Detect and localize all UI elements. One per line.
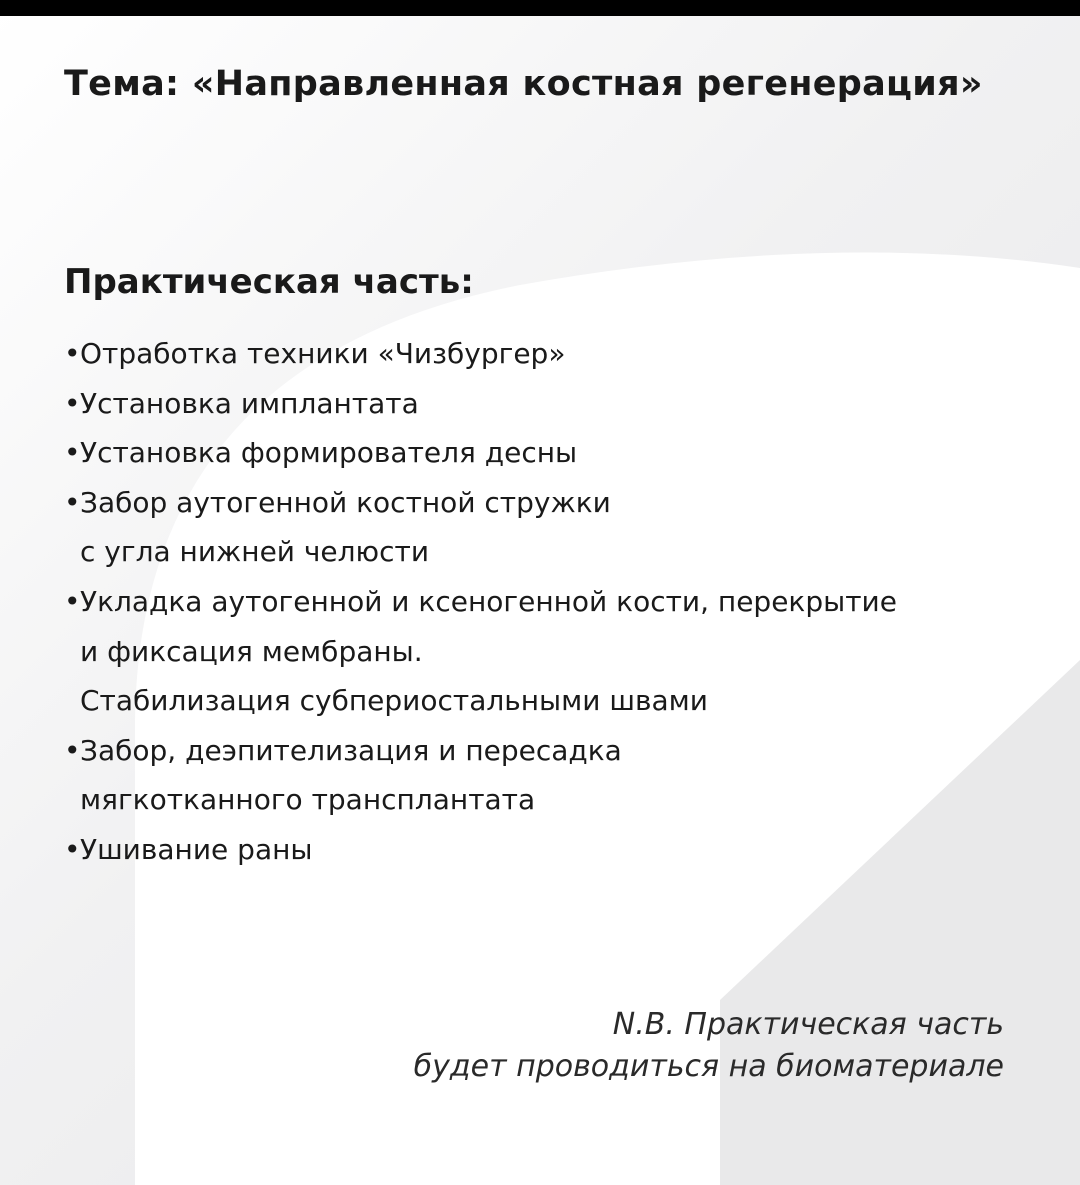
bullet-icon: • [64, 584, 81, 618]
list-item-text-continued: Стабилизация субпериостальными швами [80, 684, 708, 718]
bullet-icon: • [64, 386, 81, 420]
list-item-text: Установка имплантата [80, 386, 419, 420]
list-item-text-continued: мягкотканного трансплантата [80, 783, 536, 817]
list-item [64, 478, 1024, 577]
list-item [64, 329, 1024, 379]
page-title: Тема: «Направленная костная регенерация» [64, 64, 983, 104]
nb-note [204, 1004, 1004, 1088]
bullet-icon: • [64, 832, 81, 866]
practical-section-heading: Практическая часть: [64, 262, 474, 302]
list-item [64, 577, 1024, 726]
nb-note-line: N.B. Практическая часть [612, 1007, 1004, 1042]
bullet-icon: • [64, 485, 81, 519]
list-item-text-continued: и фиксация мембраны. [80, 634, 423, 668]
list-item-text: Забор аутогенной костной стружки [80, 485, 611, 519]
practical-task-list [64, 329, 1024, 875]
bullet-icon: • [64, 436, 81, 470]
bullet-icon: • [64, 733, 81, 767]
list-item [64, 428, 1024, 478]
list-item [64, 825, 1024, 875]
list-item [64, 726, 1024, 825]
list-item-text-continued: с угла нижней челюсти [80, 535, 430, 569]
list-item-text: Установка формирователя десны [80, 436, 578, 470]
list-item-text: Забор, деэпителизация и пересадка [80, 733, 622, 767]
list-item [64, 379, 1024, 429]
list-item-text: Укладка аутогенной и ксеногенной кости, перекрытие [80, 584, 897, 618]
bullet-icon: • [64, 337, 81, 370]
nb-note-line: будет проводиться на биоматериале [413, 1049, 1004, 1084]
list-item-text: Ушивание раны [80, 832, 313, 866]
list-item-text: Отработка техники «Чизбургер» [80, 337, 566, 370]
